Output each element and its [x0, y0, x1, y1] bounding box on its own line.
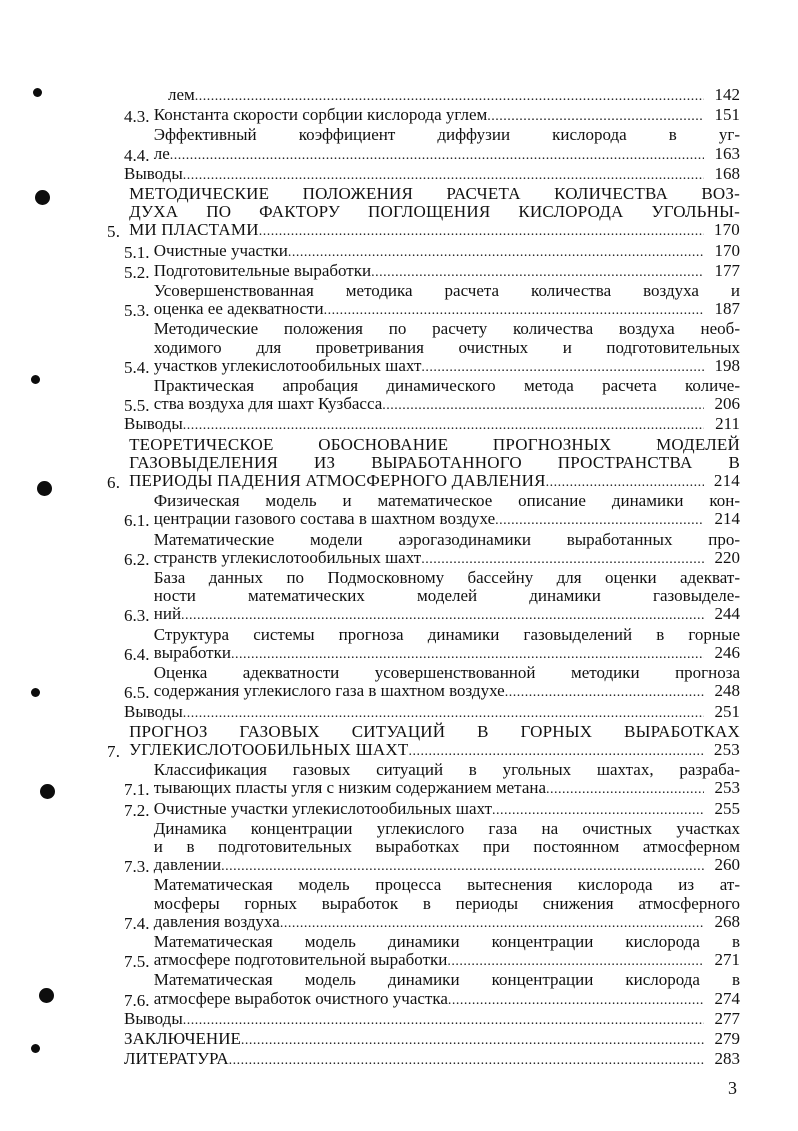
toc-entry-number: 5.4. — [124, 357, 154, 377]
toc-entry — [124, 820, 740, 877]
toc-entry — [124, 664, 740, 702]
toc-entry-text-line: Практическая апробация динамического метода расчета количе- — [153, 376, 740, 396]
toc-entry-text-line: Математические модели аэрогазодинамики выработанных про- — [153, 529, 740, 549]
toc-entry-text-line: УГЛЕКИСЛОТООБИЛЬНЫХ ШАХТ — [129, 739, 409, 759]
dot-leader — [421, 359, 704, 377]
toc-entry — [124, 569, 740, 626]
toc-entry-page: 268 — [714, 911, 740, 931]
toc-entry-page: 170 — [713, 220, 740, 240]
toc-entry-text-line: Эффективный коэффициент диффузии кислорода в уг- — [153, 125, 740, 145]
toc-entry-number: 5.3. — [124, 301, 154, 321]
toc-entry-number: 7. — [107, 741, 130, 761]
toc-entry-text-line: Выводы — [124, 163, 183, 183]
dot-leader — [221, 858, 704, 876]
toc-entry-number: 6.2. — [124, 549, 154, 569]
binder-hole-mark — [31, 688, 40, 697]
toc-entry-text-line: Методические положения по расчету количества воздуха необ- — [153, 319, 740, 339]
dot-leader — [487, 108, 704, 126]
binder-hole-mark — [39, 988, 54, 1003]
toc-entry-number: 7.2. — [124, 800, 154, 820]
toc-entry-page: 168 — [714, 163, 740, 183]
toc-entry — [124, 492, 740, 530]
toc-entry-text-line: База данных по Подмосковному бассейну для оценки адекват- — [153, 568, 740, 588]
toc-entry-number: 6. — [107, 473, 130, 493]
dot-leader — [195, 88, 704, 106]
dot-leader — [371, 264, 704, 282]
toc-entry — [107, 436, 740, 493]
toc-entry-text-line: ГАЗОВЫДЕЛЕНИЯ ИЗ ВЫРАБОТАННОГО ПРОСТРАНСТВА В — [129, 452, 740, 472]
toc-entry-page: 271 — [714, 950, 740, 970]
dot-leader — [259, 223, 704, 241]
toc-entry-number: 5.1. — [124, 242, 154, 262]
toc-entry-text-line: ПРОГНОЗ ГАЗОВЫХ СИТУАЦИЙ В ГОРНЫХ ВЫРАБОТКАХ — [129, 721, 740, 741]
dot-leader — [231, 646, 704, 664]
toc-entry — [124, 933, 740, 971]
toc-entry-page: 253 — [714, 778, 740, 798]
toc-entry — [124, 1050, 740, 1070]
binder-hole-mark — [33, 88, 42, 97]
toc-entry — [124, 320, 740, 377]
table-of-contents — [107, 85, 740, 1070]
toc-entry — [124, 876, 740, 933]
toc-entry-page: 214 — [713, 471, 740, 491]
dot-leader — [181, 607, 704, 625]
toc-entry-text-line: атмосфере выработок очистного участка — [153, 988, 448, 1008]
toc-entry — [124, 626, 740, 664]
toc-entry-number: 5.5. — [124, 396, 154, 416]
toc-entry-number: 7.4. — [124, 913, 154, 933]
toc-entry — [124, 1030, 740, 1050]
toc-entry-text-line: ПЕРИОДЫ ПАДЕНИЯ АТМОСФЕРНОГО ДАВЛЕНИЯ — [129, 471, 546, 491]
toc-entry-text-line: Классификация газовых ситуаций в угольных шахтах, разраба- — [153, 760, 740, 780]
toc-entry — [124, 800, 740, 820]
toc-entry-number: 6.3. — [124, 606, 154, 626]
toc-entry — [124, 126, 740, 164]
toc-entry-text-line: Математическая модель динамики концентрации кислорода в — [153, 931, 740, 951]
toc-entry-text-line: Подготовительные выработки — [153, 260, 372, 280]
dot-leader — [546, 781, 704, 799]
toc-entry-number: 6.1. — [124, 511, 154, 531]
toc-entry-text-line: ТЕОРЕТИЧЕСКОЕ ОБОСНОВАНИЕ ПРОГНОЗНЫХ МОДЕЛЕЙ — [129, 434, 740, 454]
toc-entry-page: 260 — [714, 855, 740, 875]
toc-entry-number: 7.6. — [124, 990, 154, 1010]
toc-entry-page: 163 — [714, 143, 740, 163]
toc-entry-page: 214 — [714, 509, 740, 529]
dot-leader — [505, 684, 704, 702]
dot-leader — [492, 802, 704, 820]
toc-entry-text-line: мосферы горных выработок в периоды снижения атмосферного — [153, 893, 740, 913]
toc-entry-text-line: центрации газового состава в шахтном воздухе — [153, 509, 496, 529]
dot-leader — [183, 167, 704, 185]
toc-entry-number: 4.4. — [124, 145, 154, 165]
toc-entry-page: 220 — [714, 547, 740, 567]
toc-entry-page: 177 — [714, 260, 740, 280]
binder-hole-mark — [31, 1044, 40, 1053]
toc-entry — [124, 703, 740, 723]
toc-entry-text-line: ходимого для проветривания очистных и подготовительных — [153, 337, 740, 357]
toc-entry — [124, 415, 740, 435]
toc-entry-text-line: ЗАКЛЮЧЕНИЕ — [124, 1028, 241, 1048]
toc-entry — [124, 761, 740, 799]
dot-leader — [324, 302, 704, 320]
toc-entry-page: 277 — [714, 1008, 740, 1028]
toc-entry-page: 251 — [714, 701, 740, 721]
toc-entry-text-line: ДУХА ПО ФАКТОРУ ПОГЛОЩЕНИЯ КИСЛОРОДА УГОЛЬНЫ- — [129, 202, 740, 222]
toc-entry-page: 187 — [714, 299, 740, 319]
toc-entry-text-line: Выводы — [124, 1008, 183, 1028]
toc-entry — [124, 282, 740, 320]
toc-entry-text-line: Физическая модель и математическое описание динамики кон- — [153, 491, 740, 511]
toc-entry-page: 274 — [714, 988, 740, 1008]
toc-entry-number: 5.2. — [124, 262, 154, 282]
toc-entry-page: 279 — [714, 1028, 740, 1048]
toc-entry — [124, 971, 740, 1009]
toc-entry-page: 253 — [713, 739, 740, 759]
toc-entry-number: 4.3. — [124, 107, 154, 127]
toc-entry-text-line: Усовершенствованная методика расчета количества воздуха и — [153, 281, 740, 301]
toc-entry-text-line: Выводы — [124, 701, 183, 721]
toc-entry-number: 6.5. — [124, 683, 154, 703]
toc-entry-page: 151 — [714, 105, 740, 125]
dot-leader — [183, 417, 704, 435]
dot-leader — [495, 512, 704, 530]
toc-entry-text-line: ности математических моделей динамики газовыделе- — [153, 586, 740, 606]
toc-entry-text-line: Выводы — [124, 414, 183, 434]
toc-entry-text-line: лем — [168, 85, 195, 104]
dot-leader — [546, 474, 704, 492]
binder-hole-mark — [35, 190, 50, 205]
dot-leader — [170, 147, 704, 165]
toc-entry-page: 246 — [714, 642, 740, 662]
toc-entry-text-line: тывающих пласты угля с низким содержанием метана — [153, 778, 547, 798]
toc-entry — [107, 185, 740, 242]
toc-entry — [124, 377, 740, 415]
toc-entry-text-line: ле — [153, 143, 170, 163]
dot-leader — [288, 244, 704, 262]
dot-leader — [447, 953, 704, 971]
toc-entry-text-line: Динамика концентрации углекислого газа на очистных участках — [153, 818, 740, 838]
toc-entry-text-line: МЕТОДИЧЕСКИЕ ПОЛОЖЕНИЯ РАСЧЕТА КОЛИЧЕСТВА ВОЗ- — [129, 184, 740, 204]
toc-entry-text-line: ства воздуха для шахт Кузбасса — [153, 394, 383, 414]
toc-entry-text-line: и в подготовительных выработках при постоянном атмосферном — [153, 836, 740, 856]
toc-entry — [124, 1010, 740, 1030]
toc-entry-number: 7.5. — [124, 952, 154, 972]
toc-entry-number: 6.4. — [124, 644, 154, 664]
toc-entry-page: 283 — [714, 1049, 740, 1069]
binder-hole-mark — [31, 375, 40, 384]
dot-leader — [241, 1032, 704, 1050]
toc-entry-text-line: участков углекислотообильных шахт — [153, 355, 422, 375]
toc-entry-text-line: Математическая модель динамики концентрации кислорода в — [153, 970, 740, 990]
toc-entry-page: 211 — [715, 414, 740, 434]
toc-entry-text-line: атмосфере подготовительной выработки — [153, 950, 448, 970]
dot-leader — [280, 915, 704, 933]
dot-leader — [448, 992, 704, 1010]
toc-entry — [124, 531, 740, 569]
toc-entry — [107, 723, 740, 761]
dot-leader — [183, 705, 704, 723]
toc-entry-text-line: Константа скорости сорбции кислорода углем — [153, 105, 488, 125]
toc-entry-page: 170 — [714, 240, 740, 260]
toc-entry — [124, 165, 740, 185]
dot-leader — [408, 743, 704, 761]
dot-leader — [229, 1052, 704, 1070]
binder-hole-mark — [40, 784, 55, 799]
toc-entry-text-line: давлении — [153, 855, 222, 875]
toc-entry-text-line: выработки — [153, 642, 231, 662]
toc-entry-text-line: ЛИТЕРАТУРА — [124, 1049, 229, 1069]
toc-entry-text-line: содержания углекислого газа в шахтном воздухе — [153, 681, 505, 701]
toc-entry — [168, 86, 740, 106]
toc-entry-page: 248 — [714, 681, 740, 701]
toc-entry-text-line: МИ ПЛАСТАМИ — [129, 220, 259, 240]
binder-hole-mark — [37, 481, 52, 496]
toc-entry-text-line: Очистные участки углекислотообильных шахт — [153, 798, 493, 818]
toc-entry-number: 7.3. — [124, 857, 154, 877]
toc-entry-text-line: Математическая модель процесса вытеснения кислорода из ат- — [153, 875, 740, 895]
toc-entry — [124, 262, 740, 282]
dot-leader — [382, 397, 704, 415]
toc-entry-text-line: Оценка адекватности усовершенствованной методики прогноза — [153, 663, 740, 683]
toc-entry-page: 142 — [714, 85, 740, 104]
toc-entry-page: 206 — [714, 394, 740, 414]
toc-entry-number: 5. — [107, 222, 130, 242]
toc-entry-text-line: Очистные участки — [153, 240, 288, 260]
toc-entry-text-line: Структура системы прогноза динамики газовыделений в горные — [153, 624, 740, 644]
toc-entry-page: 244 — [714, 604, 740, 624]
toc-entry-text-line: оценка ее адекватности — [153, 299, 324, 319]
toc-entry — [124, 242, 740, 262]
toc-entry — [124, 106, 740, 126]
dot-leader — [183, 1012, 704, 1030]
toc-entry-page: 255 — [714, 798, 740, 818]
toc-entry-text-line: ний — [153, 604, 182, 624]
toc-entry-page: 198 — [714, 355, 740, 375]
dot-leader — [421, 551, 704, 569]
page-number: 3 — [728, 1078, 737, 1098]
toc-entry-text-line: странств углекислотообильных шахт — [153, 547, 422, 567]
toc-entry-number: 7.1. — [124, 780, 154, 800]
toc-entry-text-line: давления воздуха — [153, 911, 280, 931]
